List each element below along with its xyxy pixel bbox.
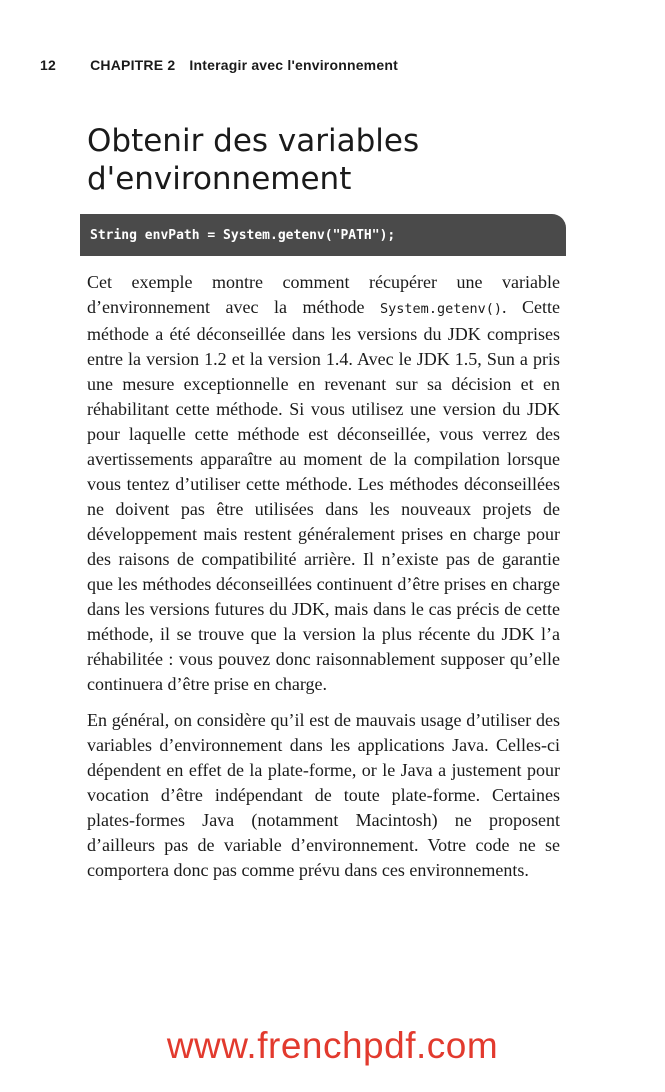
- inline-code: System.getenv(): [380, 301, 502, 317]
- code-block: [80, 214, 566, 256]
- paragraph-1: [87, 270, 560, 697]
- chapter-title: Interagir avec l'environnement: [189, 57, 398, 73]
- paragraph-1-text-start: Cet exemple montre comment récupérer une variable d’environnement avec la méthode: [87, 272, 560, 317]
- chapter-label: CHAPITRE 2: [90, 57, 176, 73]
- body-text: [87, 270, 560, 894]
- paragraph-2: En général, on considère qu’il est de mauvais usage d’utiliser des variables d’environnement dans les applications Java. Celles-ci dépendent en effet de la plate-forme, or le Java a justement pour vocation d’être indépendant de toute plate-forme. Certaines plates-formes Java (notamment Macintosh) ne proposent d’ailleurs pas de variable d’environnement. Votre code ne se comportera donc pas comme prévu dans ces environnements.: [87, 710, 560, 880]
- paragraph-1-text-end: . Cette méthode a été déconseillée dans les versions du JDK comprises entre la version 1.2 et la version 1.4. Avec le JDK 1.5, Sun a pris une mesure exceptionnelle en revenant sur sa décision et en réhabilitant cette méthode. Si vous utilisez une version du JDK pour laquelle cette méthode est déconseillée, vous verrez des avertissements apparaître au moment de la compilation lorsque vous tentez d’utiliser cette méthode. Les méthodes déconseillées ne doivent pas être utilisées dans les nouveaux projets de développement mais restent généralement prises en charge pour des raisons de compatibilité arrière. Il n’existe pas de garantie que les méthodes déconseillées continuent d’être prises en charge dans les versions futures du JDK, mais dans le cas précis de cette méthode, il se trouve que la version la plus récente du JDK l’a réhabilitée : vous pouvez donc raisonnablement supposer qu’elle continuera d’être prise en charge.: [87, 297, 560, 694]
- watermark-link[interactable]: www.frenchpdf.com: [166, 1025, 499, 1066]
- page-number: 12: [40, 57, 56, 73]
- running-header: [40, 57, 398, 73]
- code-snippet: String envPath = System.getenv("PATH");: [90, 227, 396, 243]
- section-title: Obtenir des variables d'environnement: [87, 123, 420, 197]
